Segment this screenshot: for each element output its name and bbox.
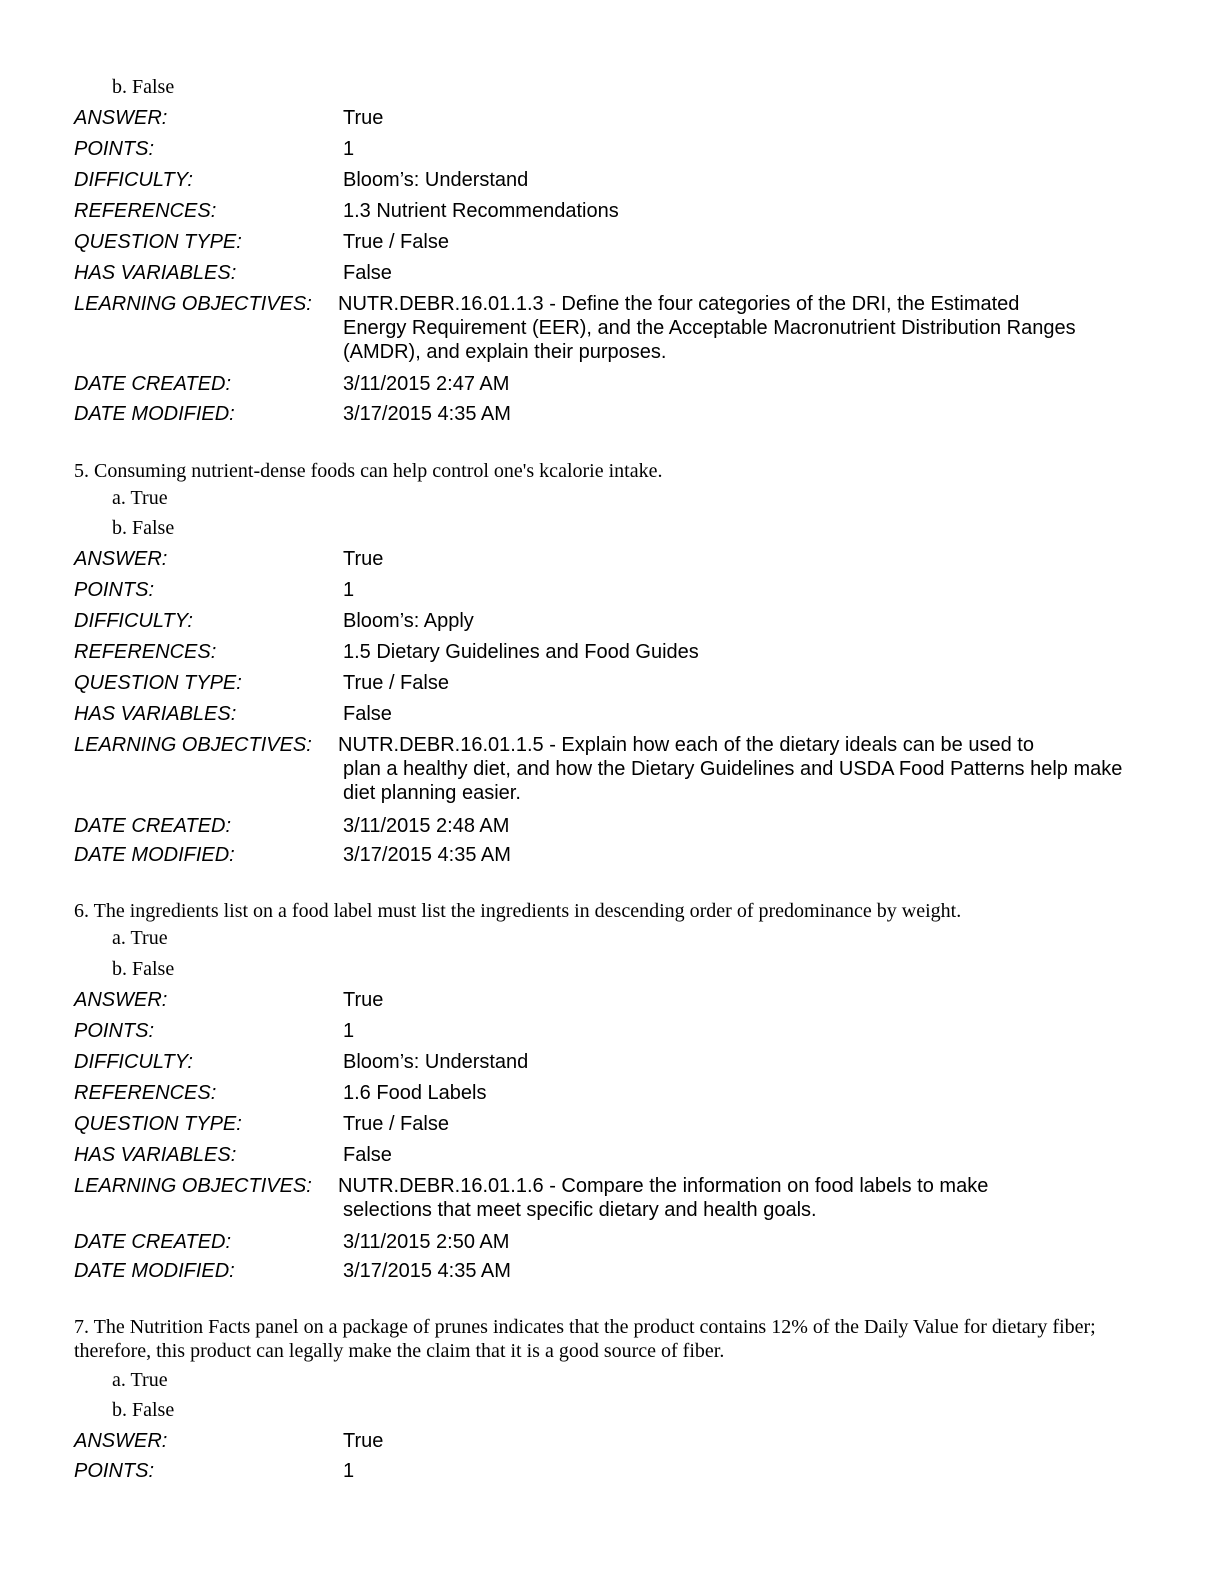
q5-date-modified-label: DATE MODIFIED: (74, 844, 235, 866)
q7-answer-label: ANSWER: (74, 1430, 168, 1452)
q4-date-modified-value: 3/17/2015 4:35 AM (343, 403, 511, 425)
q4-question-type-label: QUESTION TYPE: (74, 231, 242, 253)
q6-date-created-value: 3/11/2015 2:50 AM (343, 1231, 510, 1253)
q4-points-label: POINTS: (74, 138, 155, 160)
q5-difficulty-label: DIFFICULTY: (74, 610, 193, 632)
q6-points-label: POINTS: (74, 1020, 155, 1042)
q4-references-label: REFERENCES: (74, 200, 217, 222)
q5-points-value: 1 (343, 579, 355, 601)
q6-date-created-label: DATE CREATED: (74, 1231, 232, 1253)
q7-points-label: POINTS: (74, 1460, 155, 1482)
q6-points-value: 1 (343, 1020, 355, 1042)
q6-references-label: REFERENCES: (74, 1082, 217, 1104)
q6-question-text: 6. The ingredients list on a food label must list the ingredients in descending order of predominance by weight. (74, 900, 962, 922)
q6-question-type-label: QUESTION TYPE: (74, 1113, 242, 1135)
q4-references-value: 1.3 Nutrient Recommendations (343, 200, 619, 222)
q7-points-value: 1 (343, 1460, 355, 1482)
q4-date-created-value: 3/11/2015 2:47 AM (343, 373, 510, 395)
q5-difficulty-value: Bloom’s: Apply (343, 610, 474, 632)
q4-points-value: 1 (343, 138, 355, 160)
q5-lo-first-line: NUTR.DEBR.16.01.1.5 - Explain how each of the dietary ideals can be used to (338, 734, 1034, 756)
q5-date-created-value: 3/11/2015 2:48 AM (343, 815, 510, 837)
q6-question-type-value: True / False (343, 1113, 449, 1135)
q5-references-label: REFERENCES: (74, 641, 217, 663)
q4-date-created-label: DATE CREATED: (74, 373, 232, 395)
q6-option-b: b. False (112, 958, 175, 980)
q6-difficulty-value: Bloom’s: Understand (343, 1051, 529, 1073)
q4-has-variables-label: HAS VARIABLES: (74, 262, 237, 284)
q4-lo-continuation: Energy Requirement (EER), and the Acceptable Macronutrient Distribution Ranges (AMDR), and explain their purposes. (343, 317, 1076, 363)
q6-difficulty-label: DIFFICULTY: (74, 1051, 193, 1073)
q6-lo-first-line: NUTR.DEBR.16.01.1.6 - Compare the information on food labels to make (338, 1175, 989, 1197)
q6-answer-value: True (343, 989, 384, 1011)
q6-date-modified-label: DATE MODIFIED: (74, 1260, 235, 1282)
q5-has-variables-value: False (343, 703, 392, 725)
q4-difficulty-label: DIFFICULTY: (74, 169, 193, 191)
q6-option-a: a. True (112, 927, 168, 949)
q6-references-value: 1.6 Food Labels (343, 1082, 487, 1104)
q5-date-created-label: DATE CREATED: (74, 815, 232, 837)
q5-answer-label: ANSWER: (74, 548, 168, 570)
q4-answer-label: ANSWER: (74, 107, 168, 129)
q6-has-variables-label: HAS VARIABLES: (74, 1144, 237, 1166)
q7-question-text: 7. The Nutrition Facts panel on a package of prunes indicates that the product contains 12% of the Daily Value for dietary fiber; therefore, this product can legally make the claim that it is a good source of fiber. (74, 1316, 1096, 1362)
q6-learning-objectives-label: LEARNING OBJECTIVES: (74, 1175, 312, 1197)
q4-learning-objectives-value (338, 292, 1138, 364)
q5-answer-value: True (343, 548, 384, 570)
q5-references-value: 1.5 Dietary Guidelines and Food Guides (343, 641, 699, 663)
q5-option-b: b. False (112, 517, 175, 539)
q4-lo-first-line: NUTR.DEBR.16.01.1.3 - Define the four categories of the DRI, the Estimated (338, 293, 1020, 315)
q7-option-b: b. False (112, 1399, 175, 1421)
q5-question-text: 5. Consuming nutrient-dense foods can help control one's kcalorie intake. (74, 460, 663, 482)
q5-question-type-value: True / False (343, 672, 449, 694)
q5-learning-objectives-value (338, 733, 1138, 805)
q6-learning-objectives-value (338, 1174, 1138, 1222)
q5-option-a: a. True (112, 487, 168, 509)
q4-difficulty-value: Bloom’s: Understand (343, 169, 529, 191)
q4-has-variables-value: False (343, 262, 392, 284)
q6-lo-continuation: selections that meet specific dietary and health goals. (343, 1199, 817, 1221)
q4-answer-value: True (343, 107, 384, 129)
q4-option-b: b. False (112, 76, 175, 98)
q5-learning-objectives-label: LEARNING OBJECTIVES: (74, 734, 312, 756)
q6-answer-label: ANSWER: (74, 989, 168, 1011)
q7-answer-value: True (343, 1430, 384, 1452)
q5-question-type-label: QUESTION TYPE: (74, 672, 242, 694)
q5-lo-continuation: plan a healthy diet, and how the Dietary Guidelines and USDA Food Patterns help make diet planning easier. (343, 758, 1123, 804)
q4-question-type-value: True / False (343, 231, 449, 253)
q5-date-modified-value: 3/17/2015 4:35 AM (343, 844, 511, 866)
q5-points-label: POINTS: (74, 579, 155, 601)
q4-learning-objectives-label: LEARNING OBJECTIVES: (74, 293, 312, 315)
q6-date-modified-value: 3/17/2015 4:35 AM (343, 1260, 511, 1282)
q4-date-modified-label: DATE MODIFIED: (74, 403, 235, 425)
q7-option-a: a. True (112, 1369, 168, 1391)
q5-has-variables-label: HAS VARIABLES: (74, 703, 237, 725)
q6-has-variables-value: False (343, 1144, 392, 1166)
